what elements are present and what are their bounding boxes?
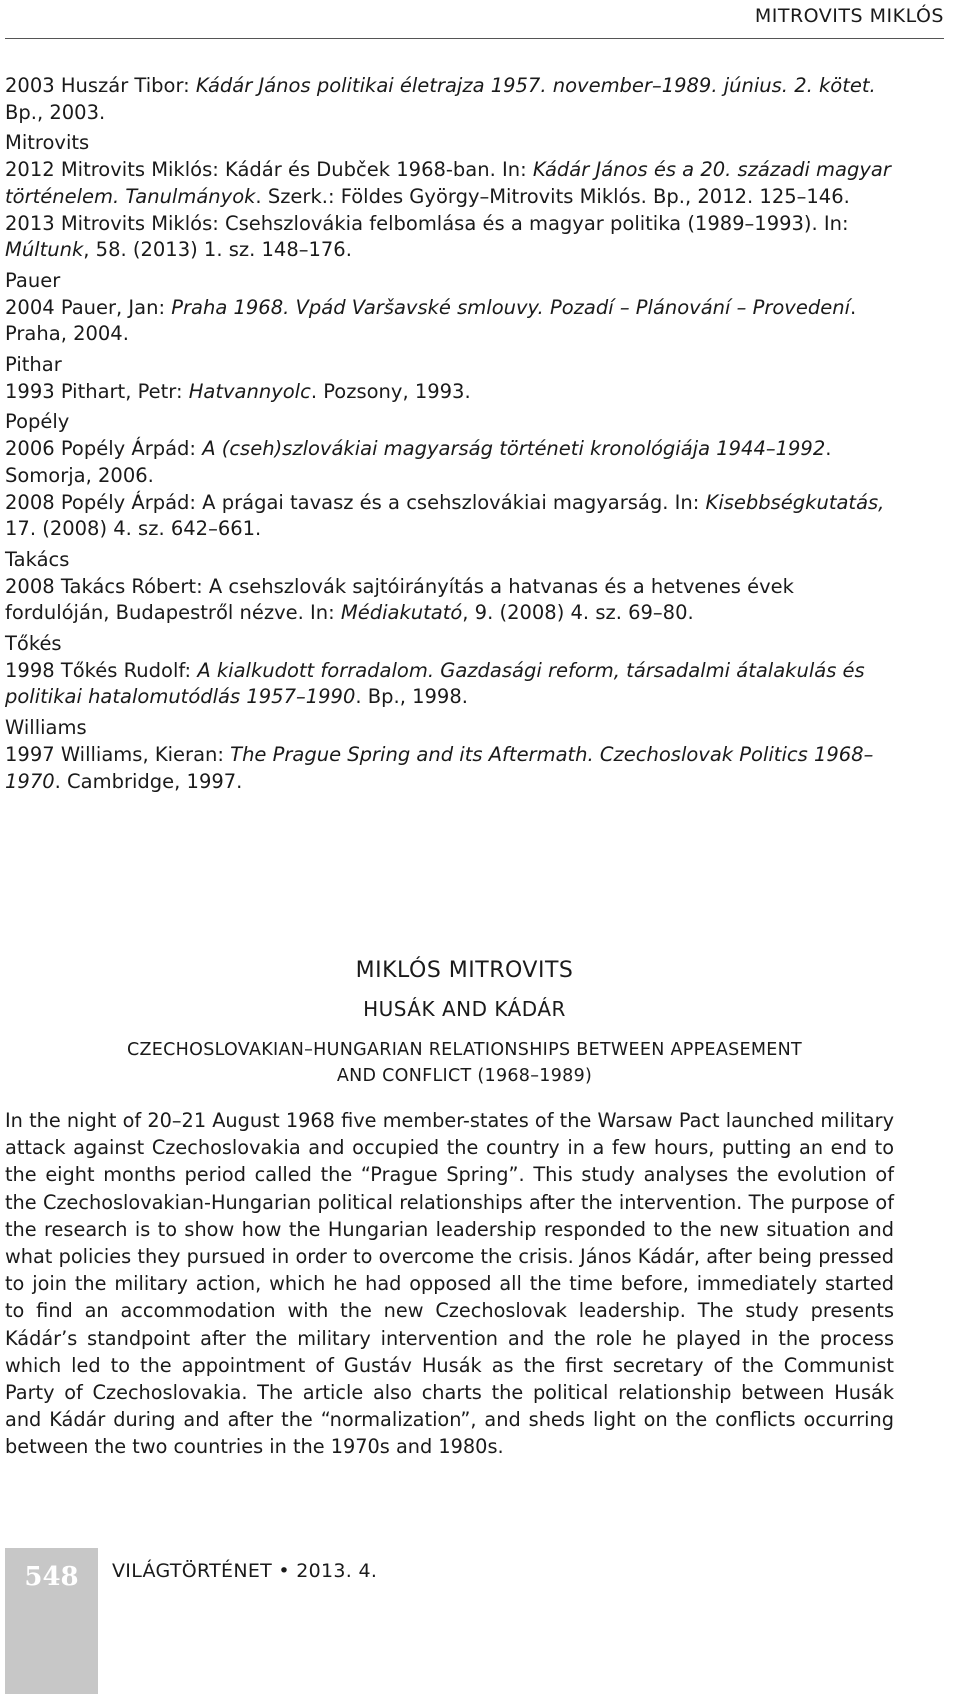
reference-entry xyxy=(5,490,894,543)
reference-entry-text: 2003 Huszár Tibor: xyxy=(5,74,196,97)
running-header: MITROVITS MIKLÓS xyxy=(754,5,944,27)
reference-entry xyxy=(5,157,894,210)
summary-subtitle-line-1: CZECHOSLOVAKIAN–HUNGARIAN RELATIONSHIPS BETWEEN APPEASEMENT xyxy=(126,1040,802,1060)
reference-entry-text: Kádár János politikai életrajza 1957. november–1989. június. 2. kötet. xyxy=(195,74,876,97)
reference-entry-text: , 9. (2008) 4. sz. 69–80. xyxy=(462,601,694,625)
reference-entry-text: 2008 Takács Róbert: A csehszlovák sajtóirányítás a hatvanas és a hetvenes évek fordulóján, Budapestről nézve. In: xyxy=(5,574,794,625)
reference-entry-text: . Bp., 1998. xyxy=(355,685,468,709)
summary-author: MIKLÓS MITROVITS xyxy=(355,958,574,983)
reference-entry-text: 2006 Popély Árpád: xyxy=(5,437,203,461)
reference-entry-text: A kialkudott forradalom. Gazdasági reform, társadalmi átalakulás és politikai hatalomutódlás 1957–1990 xyxy=(5,658,865,709)
reference-author-heading: Mitrovits xyxy=(5,131,90,155)
summary-title: HUSÁK AND KÁDÁR xyxy=(363,997,566,1021)
reference-entry-text: . Pozsony, 1993. xyxy=(310,379,471,403)
reference-entry-text: Médiakutató xyxy=(340,601,463,625)
summary-subtitle-line-2: AND CONFLICT (1968–1989) xyxy=(336,1066,593,1086)
reference-entry-text: Bp., 2003. xyxy=(5,100,106,124)
bibliography-list xyxy=(5,73,894,795)
reference-entry-text: Múltunk xyxy=(5,238,84,262)
reference-entry-text: The Prague Spring and its Aftermath. Czechoslovak Politics 1968–1970 xyxy=(5,742,874,793)
reference-author-heading: Pauer xyxy=(5,268,61,292)
reference-entry-text: Praha 1968. Vpád Varšavské smlouvy. Pozadí – Plánování – Provedení xyxy=(171,295,850,319)
reference-entry-text: Hatvannyolc xyxy=(188,379,311,403)
reference-entry-text: 1997 Williams, Kieran: xyxy=(5,742,231,766)
reference-entry-text: 2008 Popély Árpád: A prágai tavasz és a csehszlovákiai magyarság. In: xyxy=(5,490,706,514)
reference-entry xyxy=(5,436,894,489)
reference-author-heading: Takács xyxy=(5,547,70,571)
reference-entry xyxy=(5,574,894,627)
reference-entry-text: . Cambridge, 1997. xyxy=(54,769,243,793)
reference-author-heading: Williams xyxy=(5,716,87,740)
reference-entry-text: 17. (2008) 4. sz. 642–661. xyxy=(5,517,262,541)
reference-author-heading: Tőkés xyxy=(5,632,62,656)
reference-entry-text: 2012 Mitrovits Miklós: Kádár és Dubček 1968-ban. In: xyxy=(5,158,533,182)
reference-entry-text: 2004 Pauer, Jan: xyxy=(5,295,172,319)
reference-entry xyxy=(5,379,894,406)
reference-entry-text: A (cseh)szlovákiai magyarság történeti kronológiája 1944–1992 xyxy=(202,437,826,461)
reference-entry-text: . Praha, 2004. xyxy=(5,295,857,346)
reference-entry-text: . Somorja, 2006. xyxy=(5,437,832,487)
reference-entry xyxy=(5,73,894,126)
reference-entry xyxy=(5,658,894,711)
reference-author-heading: Pithar xyxy=(5,353,62,377)
page-number: 548 xyxy=(24,1562,79,1592)
header-divider xyxy=(5,38,944,39)
summary-abstract: In the night of 20–21 August 1968 five member-states of the Warsaw Pact launched military attack against Czechoslovakia and occupied the country in a few hours, putting an end to the eight months period called the “Prague Spring”. This study analyses the evolution of the Czechoslovakian-Hungarian political relationships after the intervention. The purpose of the research is to show how the Hungarian leadership responded to the new situation and what policies they pursued in order to overcome the crisis. János Kádár, after being pressed to join the military action, which he had opposed all the time before, immediately started to find an accommodation with the new Czechoslovak leadership. The study presents Kádár’s standpoint after the military intervention and the role he played in the process which led to the appointment of Gustáv Husák as the first secretary of the Communist Party of Czechoslovakia. The article also charts the political relationship between Husák and Kádár during and after the “normalization”, and sheds light on the conflicts occurring between the two countries in the 1970s and 1980s. xyxy=(5,1109,894,1459)
reference-entry-text: , 58. (2013) 1. sz. 148–176. xyxy=(83,238,352,262)
journal-footer: VILÁGTÖRTÉNET • 2013. 4. xyxy=(112,1560,378,1582)
reference-entry xyxy=(5,211,894,264)
reference-entry xyxy=(5,295,894,348)
reference-entry-text: 1998 Tőkés Rudolf: xyxy=(5,658,198,682)
reference-author-heading: Popély xyxy=(5,410,70,434)
reference-entry-text: 2013 Mitrovits Miklós: Csehszlovákia felbomlása és a magyar politika (1989–1993). In: xyxy=(5,211,849,235)
summary-subtitle xyxy=(5,1037,894,1089)
reference-entry xyxy=(5,742,894,795)
reference-entry-text: Kádár János és a 20. századi magyar történelem. Tanulmányok xyxy=(5,158,891,208)
reference-entry-text: . Szerk.: Földes György–Mitrovits Miklós. Bp., 2012. 125–146. xyxy=(255,184,850,208)
reference-entry-text: Kisebbségkutatás, xyxy=(705,490,885,514)
english-summary xyxy=(5,958,894,1461)
reference-entry-text: 1993 Pithart, Petr: xyxy=(5,379,189,403)
